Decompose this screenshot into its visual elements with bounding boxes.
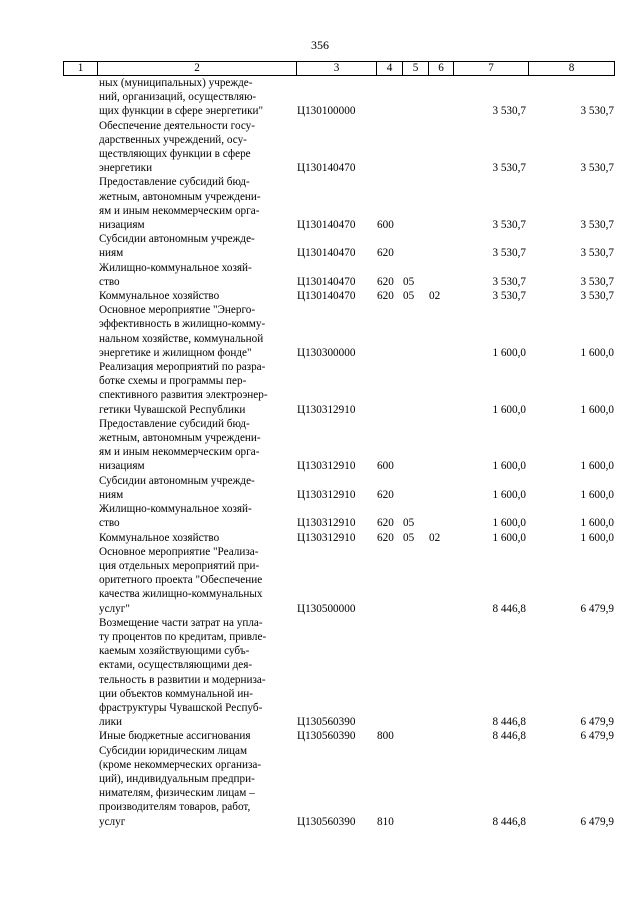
name-line: качества жилищно-коммунальных — [99, 588, 263, 601]
column-header-5: 5 — [403, 62, 429, 76]
cell-target-code: Ц130140470 — [297, 219, 356, 232]
cell-section: 05 — [403, 517, 415, 530]
name-line: нимателям, физическим лицам – — [99, 787, 255, 800]
cell-amount-7: 3 530,7 — [492, 162, 526, 175]
cell-expense-group: 600 — [377, 460, 394, 473]
name-line: ство — [99, 275, 120, 288]
cell-name — [97, 261, 296, 289]
name-line: ция отдельных мероприятий при- — [99, 559, 260, 572]
name-line: лики — [99, 716, 122, 729]
cell-section: 05 — [403, 531, 415, 544]
column-header-2: 2 — [98, 62, 297, 76]
name-line: ство — [99, 517, 120, 530]
budget-table-body — [63, 76, 614, 829]
name-line: фраструктуры Чувашской Респуб- — [99, 701, 263, 714]
cell-amount-7: 8 446,8 — [492, 815, 526, 828]
cell-subsection: 02 — [429, 531, 441, 544]
cell-target-code: Ц130500000 — [297, 602, 356, 615]
table-row — [63, 417, 614, 474]
name-line: Предоставление субсидий бюд- — [99, 176, 250, 189]
name-line: Основное мероприятие "Энерго- — [99, 304, 256, 317]
name-line: ниям — [99, 247, 124, 260]
cell-expense-group: 600 — [377, 219, 394, 232]
cell-name — [97, 616, 296, 730]
name-line: жетным, автономным учреждени- — [99, 190, 261, 203]
table-row — [63, 261, 614, 289]
name-line: ных (муниципальных) учрежде- — [99, 77, 253, 89]
name-line: Иные бюджетные ассигнования — [99, 730, 251, 743]
cell-expense-group: 810 — [377, 815, 394, 828]
cell-target-code: Ц130100000 — [297, 105, 356, 118]
cell-target-code: Ц130140470 — [297, 247, 356, 260]
table-row — [63, 729, 614, 743]
name-line: услуг" — [99, 602, 130, 615]
table-row — [63, 744, 614, 829]
cell-amount-8: 3 530,7 — [580, 162, 614, 175]
cell-target-code: Ц130140470 — [297, 290, 356, 303]
name-line: ботке схемы и программы пер- — [99, 375, 247, 388]
table-row — [63, 175, 614, 232]
cell-amount-7: 1 600,0 — [492, 488, 526, 501]
cell-amount-8: 6 479,9 — [580, 730, 614, 743]
name-line: ям и иным некоммерческим орга- — [99, 446, 260, 459]
cell-name — [97, 289, 296, 303]
column-header-3: 3 — [297, 62, 377, 76]
name-line: Субсидии юридическим лицам — [99, 744, 248, 757]
cell-amount-8: 3 530,7 — [580, 219, 614, 232]
cell-amount-8: 1 600,0 — [580, 460, 614, 473]
cell-name — [97, 76, 296, 119]
name-line: Коммунальное хозяйство — [99, 531, 220, 544]
table-row — [63, 232, 614, 260]
column-header-row — [64, 62, 615, 76]
cell-target-code: Ц130560390 — [297, 716, 356, 729]
name-line: (кроме некоммерческих организа- — [99, 758, 262, 771]
name-line: Обеспечение деятельности госу- — [99, 119, 255, 132]
name-line: щих функции в сфере энергетики" — [99, 105, 264, 118]
cell-target-code: Ц130312910 — [297, 488, 356, 501]
cell-amount-7: 1 600,0 — [492, 346, 526, 359]
table-row — [63, 289, 614, 303]
cell-expense-group: 620 — [377, 531, 394, 544]
cell-name — [97, 744, 296, 829]
cell-name — [97, 545, 296, 616]
name-line: Предоставление субсидий бюд- — [99, 417, 250, 430]
cell-expense-group: 620 — [377, 488, 394, 501]
cell-amount-8: 6 479,9 — [580, 815, 614, 828]
name-line: Основное мероприятие "Реализа- — [99, 545, 259, 558]
name-line: низациям — [99, 219, 145, 232]
table-row — [63, 502, 614, 530]
table-row — [63, 545, 614, 616]
page-number: 356 — [311, 38, 329, 52]
name-line: нальном хозяйстве, коммунальной — [99, 332, 264, 345]
cell-amount-8: 1 600,0 — [580, 346, 614, 359]
name-line: энергетики — [99, 162, 153, 175]
cell-target-code: Ц130560390 — [297, 815, 356, 828]
cell-target-code: Ц130312910 — [297, 531, 356, 544]
column-header-table — [63, 61, 615, 76]
name-line: энергетике и жилищном фонде" — [99, 346, 252, 359]
cell-name — [97, 729, 296, 743]
name-line: ций), индивидуальным предпри- — [99, 772, 255, 785]
cell-amount-7: 1 600,0 — [492, 460, 526, 473]
column-header-6: 6 — [429, 62, 454, 76]
name-line: каемым хозяйствующими субъ- — [99, 645, 250, 658]
cell-amount-8: 6 479,9 — [580, 716, 614, 729]
name-line: Возмещение части затрат на упла- — [99, 616, 263, 629]
name-line: ектами, осуществляющими дея- — [99, 659, 253, 672]
name-line: низациям — [99, 460, 145, 473]
cell-amount-8: 3 530,7 — [580, 105, 614, 118]
name-line: ции объектов коммунальной ин- — [99, 687, 254, 700]
cell-expense-group: 800 — [377, 730, 394, 743]
column-header-1: 1 — [64, 62, 98, 76]
name-line: ям и иным некоммерческим орга- — [99, 204, 260, 217]
cell-amount-7: 8 446,8 — [492, 602, 526, 615]
name-line: Субсидии автономным учрежде- — [99, 233, 255, 246]
cell-target-code: Ц130140470 — [297, 162, 356, 175]
name-line: ниям — [99, 488, 124, 501]
cell-amount-7: 3 530,7 — [492, 275, 526, 288]
cell-section: 05 — [403, 275, 415, 288]
name-line: ществляющих функции в сфере — [99, 148, 251, 161]
name-line: Реализация мероприятий по разра- — [99, 361, 266, 374]
name-line: жетным, автономным учреждени- — [99, 432, 261, 445]
name-line: ний, организаций, осуществляю- — [99, 91, 257, 104]
cell-amount-7: 1 600,0 — [492, 531, 526, 544]
name-line: Коммунальное хозяйство — [99, 290, 220, 303]
cell-target-code: Ц130140470 — [297, 275, 356, 288]
table-row — [63, 119, 614, 176]
cell-name — [97, 360, 296, 417]
cell-amount-7: 3 530,7 — [492, 290, 526, 303]
table-row — [63, 474, 614, 502]
name-line: спективного развития электроэнер- — [99, 389, 268, 402]
cell-expense-group: 620 — [377, 247, 394, 260]
cell-amount-8: 1 600,0 — [580, 517, 614, 530]
name-line: гетики Чувашской Республики — [99, 403, 246, 416]
cell-amount-8: 1 600,0 — [580, 531, 614, 544]
cell-amount-8: 1 600,0 — [580, 403, 614, 416]
cell-amount-8: 6 479,9 — [580, 602, 614, 615]
cell-amount-8: 3 530,7 — [580, 275, 614, 288]
cell-amount-7: 8 446,8 — [492, 716, 526, 729]
name-line: Жилищно-коммунальное хозяй- — [99, 261, 252, 274]
table-row — [63, 531, 614, 545]
cell-amount-8: 1 600,0 — [580, 488, 614, 501]
cell-target-code: Ц130300000 — [297, 346, 356, 359]
cell-amount-7: 8 446,8 — [492, 730, 526, 743]
cell-amount-7: 3 530,7 — [492, 105, 526, 118]
name-line: дарственных учреждений, осу- — [99, 133, 247, 146]
name-line: ту процентов по кредитам, привле- — [99, 630, 267, 643]
cell-amount-7: 1 600,0 — [492, 403, 526, 416]
cell-amount-7: 1 600,0 — [492, 517, 526, 530]
table-row — [63, 360, 614, 417]
name-line: Жилищно-коммунальное хозяй- — [99, 503, 252, 516]
name-line: оритетного проекта "Обеспечение — [99, 574, 263, 587]
name-line: эффективность в жилищно-комму- — [99, 318, 266, 331]
cell-name — [97, 502, 296, 530]
cell-name — [97, 474, 296, 502]
cell-target-code: Ц130312910 — [297, 517, 356, 530]
cell-name — [97, 119, 296, 176]
cell-expense-group: 620 — [377, 290, 394, 303]
cell-target-code: Ц130312910 — [297, 403, 356, 416]
cell-expense-group: 620 — [377, 275, 394, 288]
cell-target-code: Ц130560390 — [297, 730, 356, 743]
cell-target-code: Ц130312910 — [297, 460, 356, 473]
table-row — [63, 616, 614, 730]
name-line: производителям товаров, работ, — [99, 801, 251, 814]
column-header-8: 8 — [529, 62, 615, 76]
cell-name — [97, 175, 296, 232]
cell-amount-7: 3 530,7 — [492, 219, 526, 232]
column-header-7: 7 — [454, 62, 529, 76]
cell-name — [97, 232, 296, 260]
table-row — [63, 76, 614, 119]
table-row — [63, 303, 614, 360]
cell-name — [97, 303, 296, 360]
cell-name — [97, 417, 296, 474]
cell-subsection: 02 — [429, 290, 441, 303]
cell-amount-8: 3 530,7 — [580, 290, 614, 303]
cell-name — [97, 531, 296, 545]
cell-section: 05 — [403, 290, 415, 303]
name-line: услуг — [99, 815, 126, 828]
cell-amount-7: 3 530,7 — [492, 247, 526, 260]
column-header-4: 4 — [377, 62, 403, 76]
cell-amount-8: 3 530,7 — [580, 247, 614, 260]
name-line: Субсидии автономным учрежде- — [99, 474, 255, 487]
name-line: тельность в развитии и модерниза- — [99, 673, 266, 686]
cell-expense-group: 620 — [377, 517, 394, 530]
